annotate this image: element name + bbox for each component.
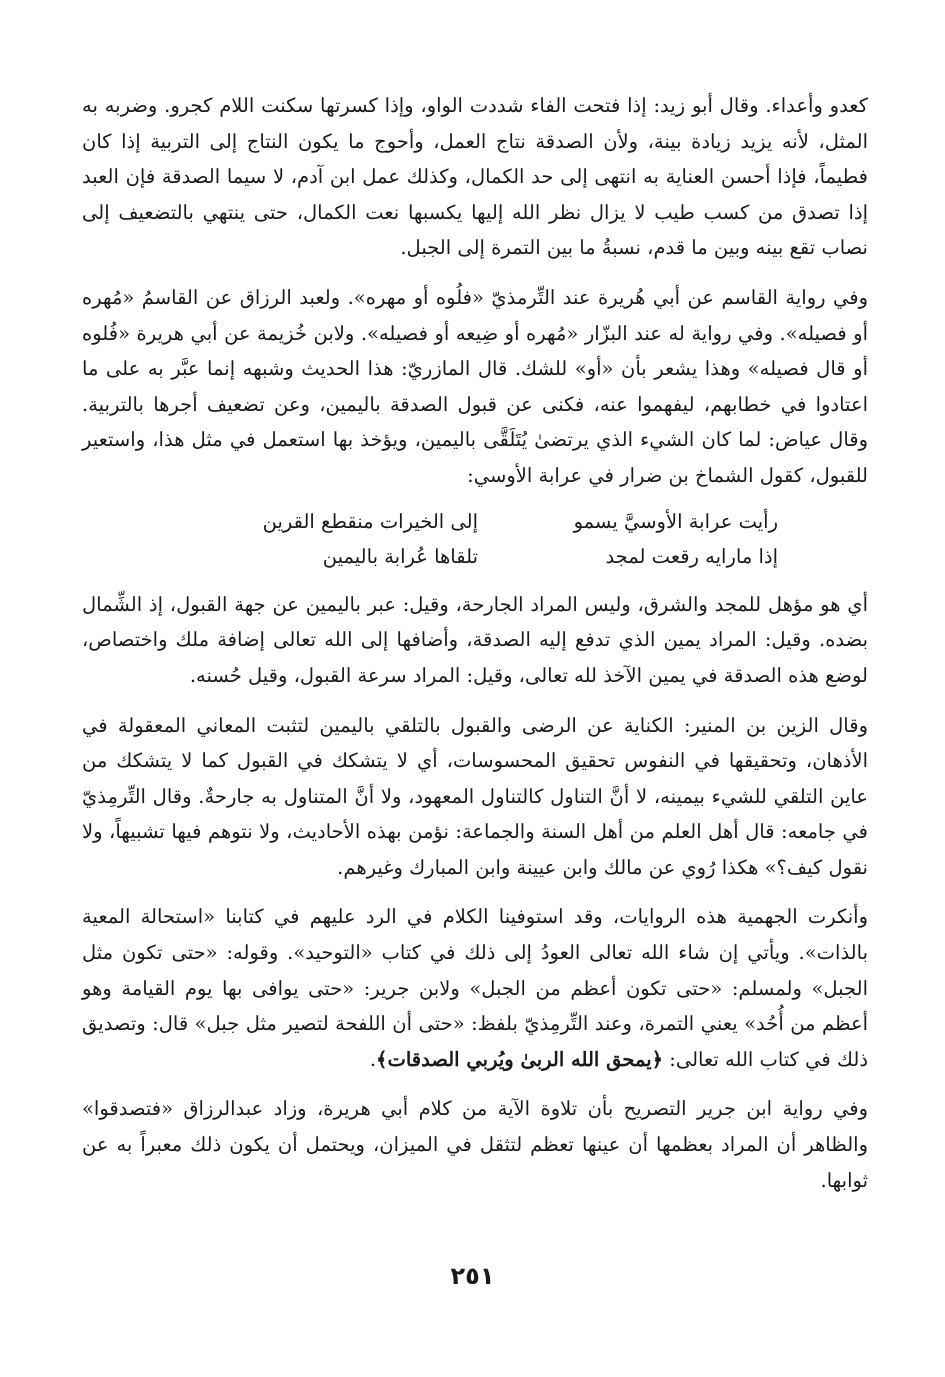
poem <box>82 504 868 575</box>
poem-line-1 <box>82 504 868 540</box>
paragraph-1: كعدو وأعداء. وقال أبو زيد: إذا فتحت الفاء شددت الواو، وإذا كسرتها سكنت اللام كجرو. وضربه به المثل، لأنه يزيد زيادة بينة، ولأن الصدقة نتاج العمل، وأحوج ما يكون النتاج إلى التربية إذا كان فطيماً، فإذا أحسن العناية به انتهى إلى حد الكمال، وكذلك عمل ابن آدم، لا سيما الصدقة فإن العبد إذا تصدق من كسب طيب لا يزال نظر الله إليها يكسبها نعت الكمال، حتى ينتهي بالتضعيف إلى نصاب تقع بينه وبين ما قدم، نسبةُ ما بين التمرة إلى الجبل. <box>82 94 868 260</box>
poem-line-2 <box>82 539 868 575</box>
page-number: ٢٥١ <box>450 1262 495 1290</box>
main-text <box>82 88 868 1198</box>
paragraph-2: وفي رواية القاسم عن أبي هُريرة عند التِّرمذيّ «فلُوه أو مهره». ولعبد الرزاق عن القاسمُ «مُهره أو فصيله». وفي رواية له عند البزّار «مُهره أو ضِيعه أو فصيله». ولابن خُزيمة عن أبي هريرة «فُلوه أو قال فصيله» وهذا يشعر بأن «أو» للشك. قال المازريّ: هذا الحديث وشبهه إنما عبَّر به على ما اعتادوا في خطابهم، ليفهموا عنه، فكنى عن قبول الصدقة باليمين، وعن تضعيف أجرها بالتربية. وقال عياض: لما كان الشيء الذي يرتضىٰ يُتَلَقَّى باليمين، ويؤخذ بها استعمل في مثل هذا، واستعير للقبول، كقول الشماخ بن ضرار في عرابة الأوسي: <box>82 285 868 487</box>
poem-line-2-second-half: تلقاها عُرابة باليمين <box>322 545 478 569</box>
poem-line-2-first-half: إذا مارايه رقعت لمجد <box>605 545 778 569</box>
poem-line-1-second-half: إلى الخيرات منقطع القرين <box>262 509 478 533</box>
paragraph-5 <box>82 899 868 1077</box>
paragraph-6: وفي رواية ابن جرير التصريح بأن تلاوة الآية من كلام أبي هريرة، وزاد عبدالرزاق «فتصدقوا» والظاهر أن المراد بعظمها أن عينها تعظم لتثقل في الميزان، ويحتمل أن يكون ذلك معبراً به عن ثوابها. <box>82 1097 868 1192</box>
paragraph-3: أي هو مؤهل للمجد والشرق، وليس المراد الجارحة، وقيل: عبر باليمين عن جهة القبول، إذ الشِّمال بضده. وقيل: المراد يمين الذي تدفع إليه الصدقة، وأضافها إلى الله تعالى إضافة ملك واختصاص، لوضع هذه الصدقة في يمين الآخذ لله تعالى، وقيل: المراد سرعة القبول، وقيل حُسنه. <box>82 592 868 687</box>
paragraph-4: وقال الزين بن المنير: الكناية عن الرضى والقبول بالتلقي باليمين لتثبت المعاني المعقولة في الأذهان، وتحقيقها في النفوس تحقيق المحسوسات، أي لا يتشكك في القبول كما لا يتشكك من عاين التلقي للشيء بيمينه، لا أنَّ التناول كالتناول المعهود، ولا أنَّ المتناول به جارحةٌ. وقال التِّرمِذيّ في جامعه: قال أهل العلم من أهل السنة والجماعة: نؤمن بهذه الأحاديث، ولا نتوهم فيها تشبيهاً، ولا نقول كيف؟» هكذا رُوي عن مالك وابن عيينة وابن المبارك وغيرهم. <box>82 713 868 879</box>
paragraph-5-text: وأنكرت الجهمية هذه الروايات، وقد استوفينا الكلام في الرد عليهم في كتابنا «استحالة المعية بالذات». ويأتي إن شاء الله تعالى العودُ إلى ذلك في كتاب «التوحيد». وقوله: «حتى تكون مثل الجبل» ولمسلم: «حتى تكون أعظم من الجبل» ولابن جرير: «حتى يوافى بها يوم القيامة وهو أعظم من أُحُد» يعني التمرة، وعند التِّرمِذيّ بلفظ: «حتى أن اللفحة لتصير مثل جبل» قال: وتصديق ذلك في كتاب الله تعالى: <box>82 905 868 1071</box>
poem-line-1-first-half: رأيت عرابة الأوسيَّ يسمو <box>573 509 778 533</box>
quran-verse: ﴿يمحق الله الربىٰ ويُربي الصدقات﴾ <box>376 1047 664 1071</box>
paragraph-5-end: . <box>369 1047 377 1071</box>
